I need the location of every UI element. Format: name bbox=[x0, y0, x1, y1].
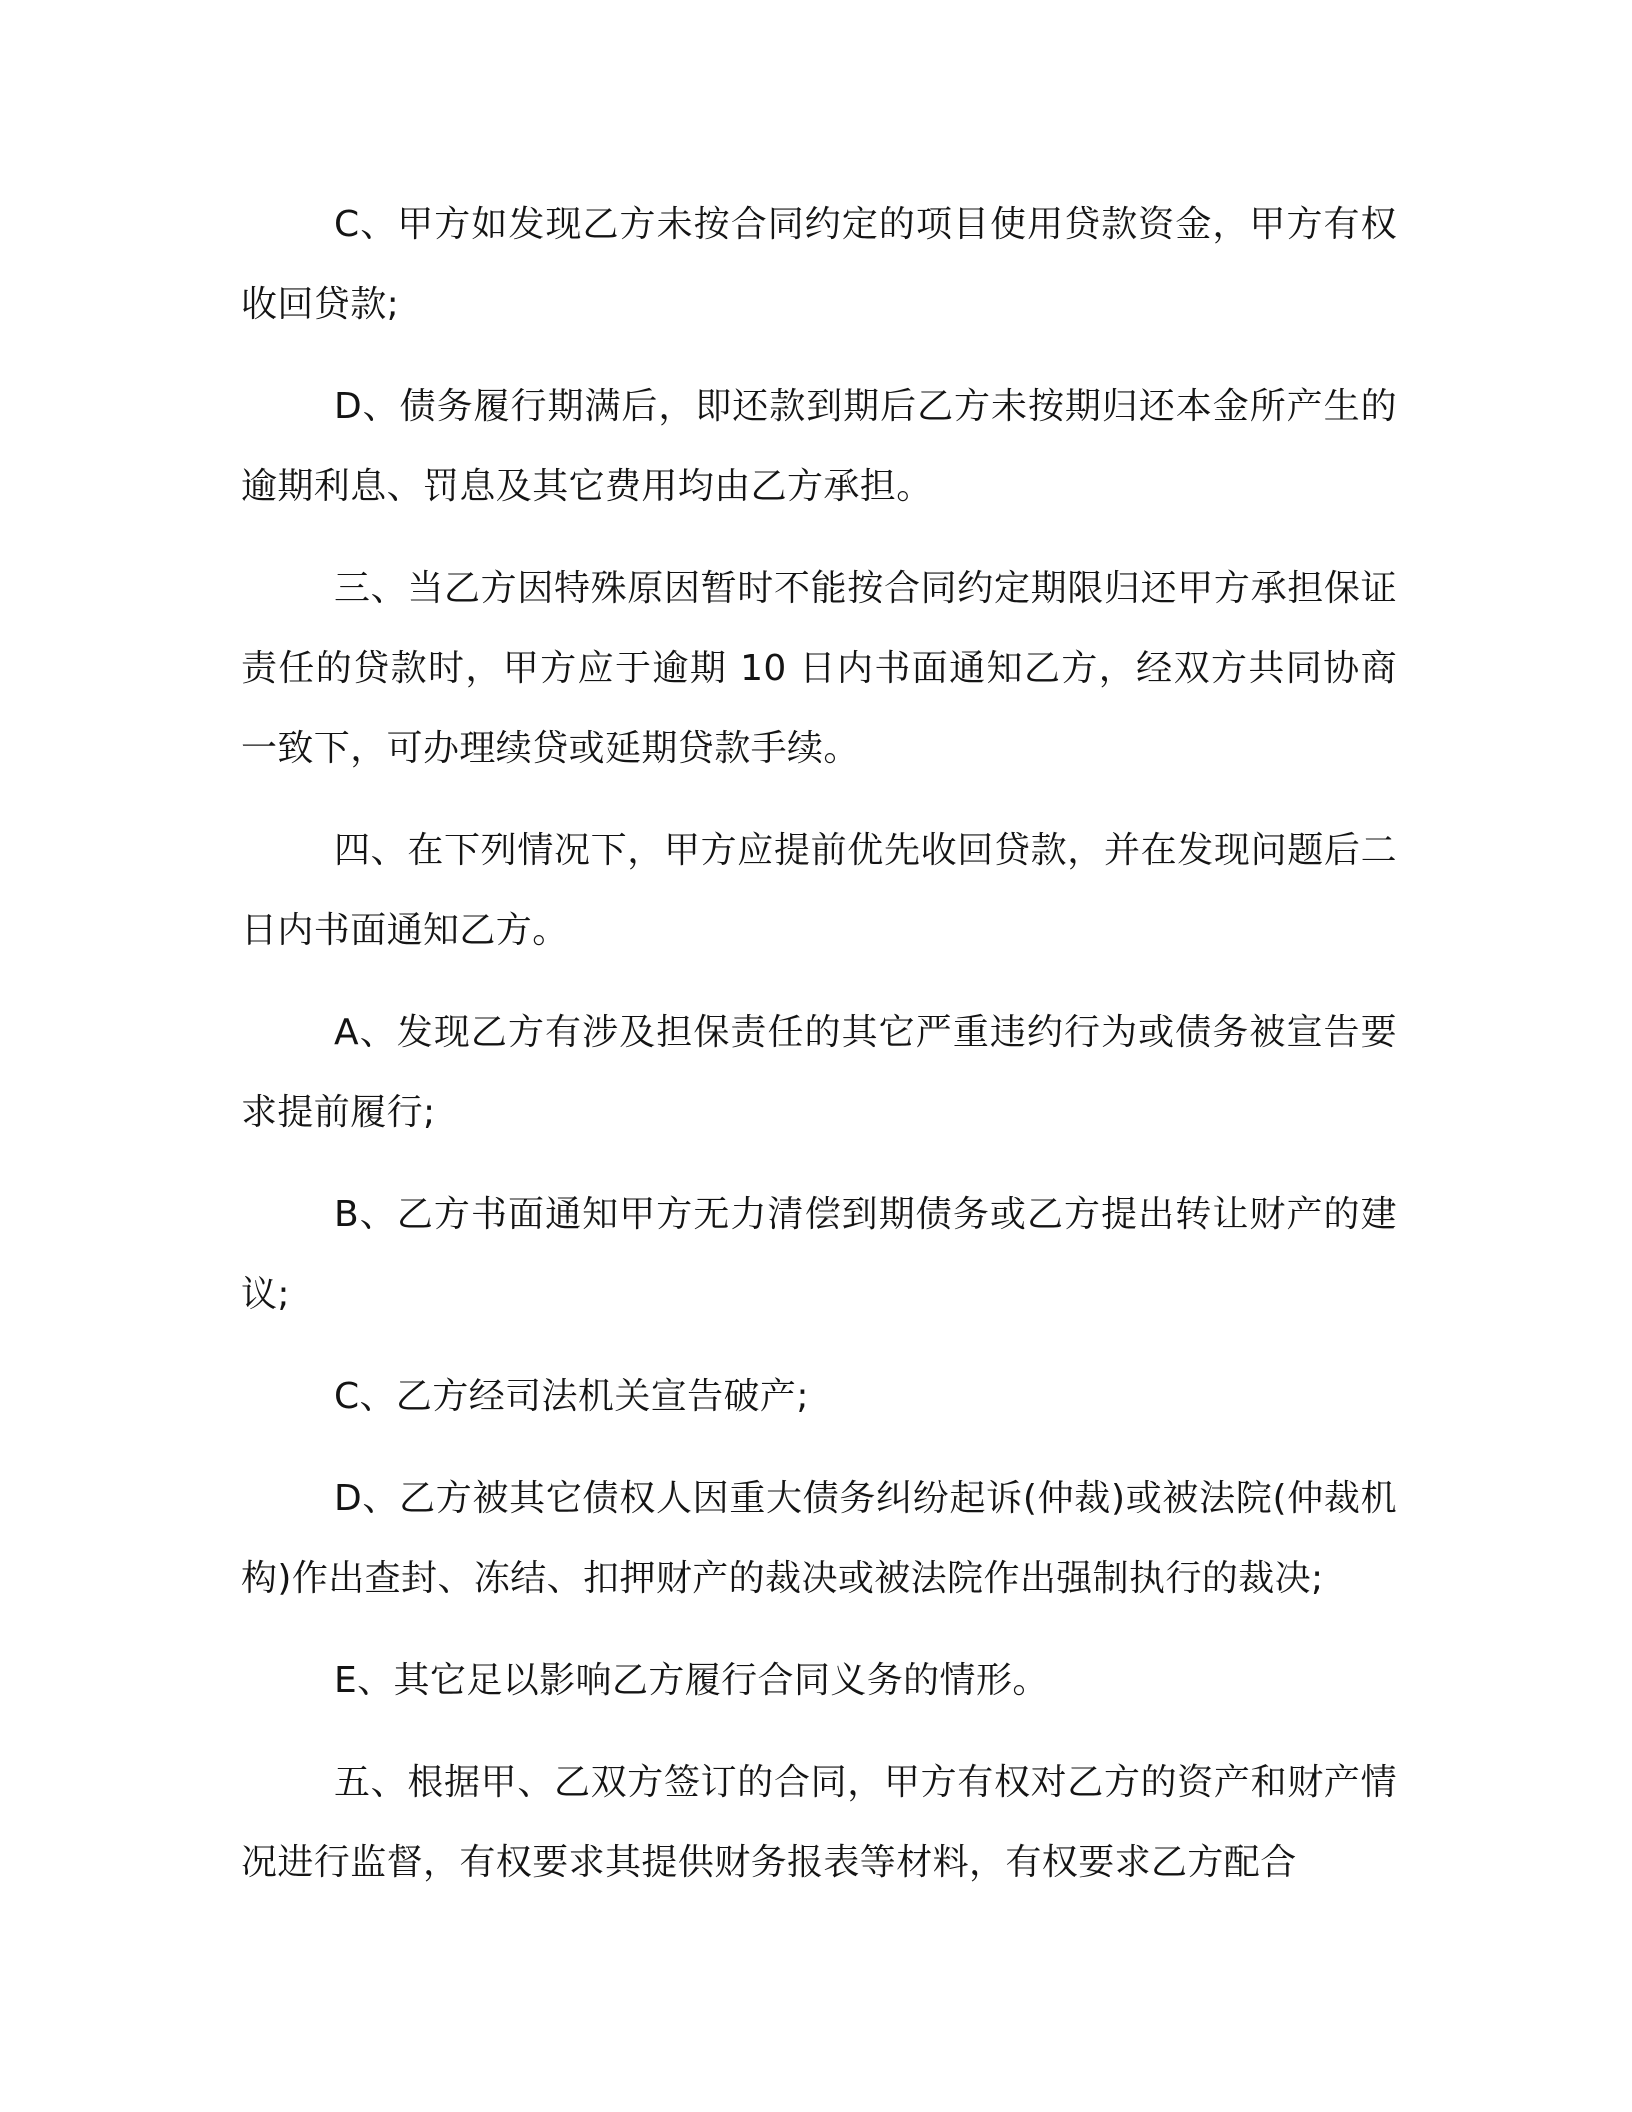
paragraph-item-c-bankruptcy: C、乙方经司法机关宣告破产; bbox=[334, 1376, 809, 1417]
paragraph-item-b-insolvency: B、乙方书面通知甲方无力清偿到期债务或乙方提出转让财产的建议; bbox=[241, 1194, 1397, 1315]
paragraph-clause-d-overdue-costs: D、债务履行期满后，即还款到期后乙方未按期归还本金所产生的逾期利息、罚息及其它费用均由乙方承担。 bbox=[241, 386, 1397, 507]
paragraph-item-d-litigation: D、乙方被其它债权人因重大债务纠纷起诉(仲裁)或被法院(仲裁机构)作出查封、冻结、扣押财产的裁决或被法院作出强制执行的裁决; bbox=[241, 1478, 1397, 1599]
paragraph-clause-c-recall-loan: C、甲方如发现乙方未按合同约定的项目使用贷款资金，甲方有权收回贷款; bbox=[241, 204, 1397, 325]
paragraph-item-e-other: E、其它足以影响乙方履行合同义务的情形。 bbox=[334, 1660, 1049, 1701]
paragraph-item-a-breach: A、发现乙方有涉及担保责任的其它严重违约行为或债务被宣告要求提前履行; bbox=[241, 1012, 1397, 1133]
paragraph-section-5-supervision: 五、根据甲、乙双方签订的合同，甲方有权对乙方的资产和财产情况进行监督，有权要求其提供财务报表等材料，有权要求乙方配合 bbox=[241, 1762, 1397, 1883]
paragraph-section-4-early-recall: 四、在下列情况下，甲方应提前优先收回贷款，并在发现问题后二日内书面通知乙方。 bbox=[241, 830, 1397, 951]
document-body bbox=[241, 185, 1397, 1903]
paragraph-section-3-extension: 三、当乙方因特殊原因暂时不能按合同约定期限归还甲方承担保证责任的贷款时，甲方应于逾期 10 日内书面通知乙方，经双方共同协商一致下，可办理续贷或延期贷款手续。 bbox=[241, 568, 1397, 769]
